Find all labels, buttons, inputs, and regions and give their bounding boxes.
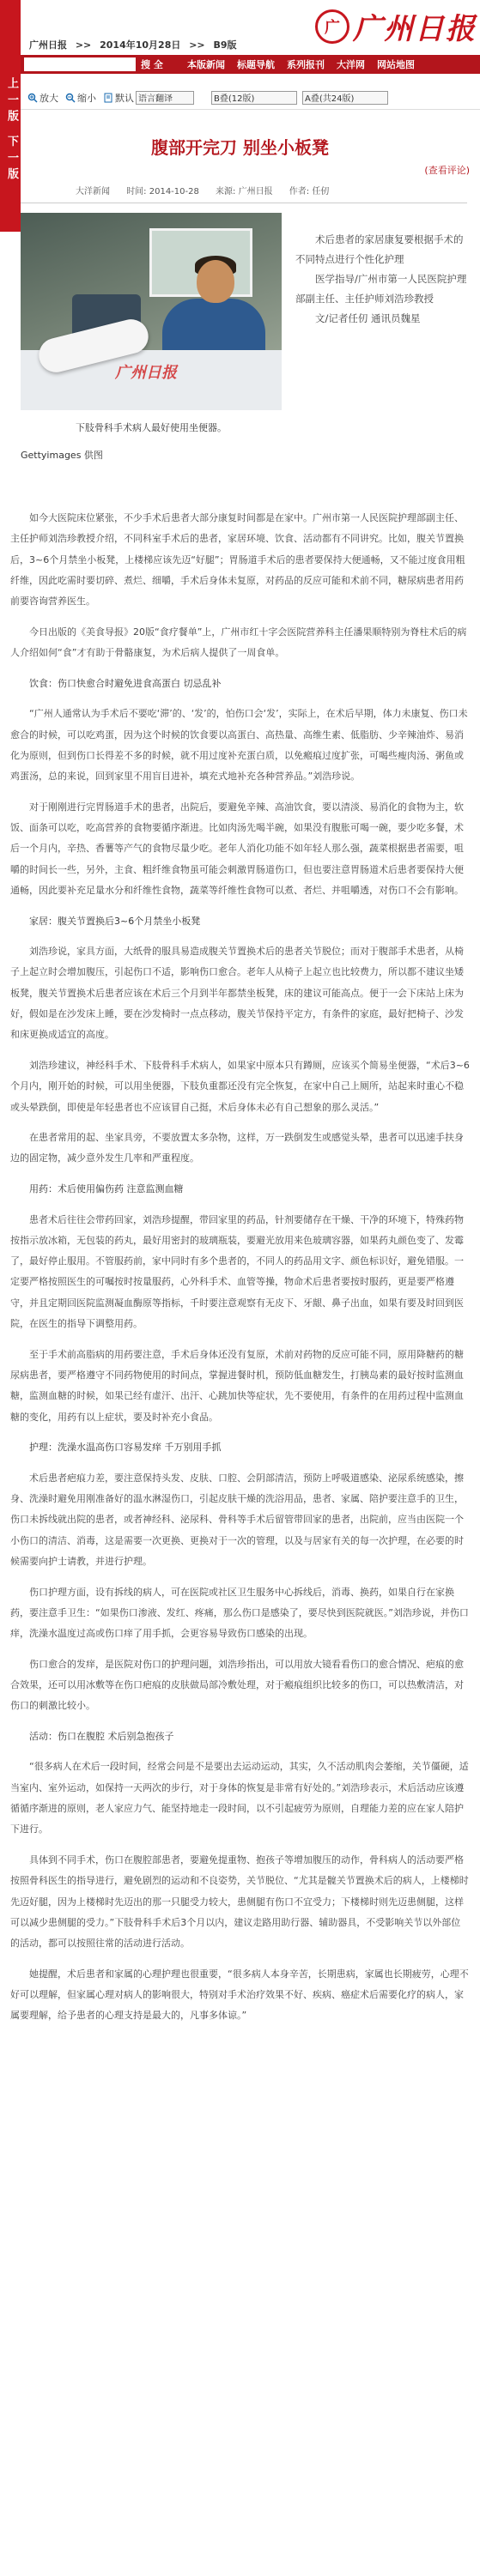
language-select[interactable]: 语言翻译 (136, 91, 194, 105)
paragraph: 伤口愈合的发痒，是医院对伤口的护理问题，刘浩珍指出，可以用放大镜看看伤口的愈合情况、疤痕的愈合效果，还可以用冰敷等在伤口疤痕的皮肤做局部冷敷处理，对于瘢痕组织比较多的伤口，可以热敷清洁，对伤口的刺激比较小。 (10, 1658, 464, 1712)
paragraph: 患者术后往往会带药回家，刘浩珍提醒，带回家里的药品，针剂要储存在干燥、干净的环境下，特殊药物按指示放冰箱，无包装的药丸，最好用密封的玻璃瓶装，要避光放用来色玻璃容器，如果药丸颜色变了、发霉了，最好停止服用。不管服药前，家中同时有多个患者的，不同人的药品用文字、颜色标识好，避免错服。一定要严格按照医生的可嘱按时按量服药，心外科手术、血管等操，物命术后患者要按时服药，更是要严格遵守，并且定期回医院监测凝血酶原等指标，千时要注意观察有无皮下、牙龈、鼻子出血，如果有要及时回到医院，在医生的指导下调整用药。 (10, 1213, 464, 1330)
paragraph: “很多病人在术后一段时间，经常会问是不是要出去运动运动，其实，久不活动肌肉会萎缩，关节僵硬，适当室内、室外运动，如保持一天两次的步行，对于身体的恢复是非常有好处的。”刘浩珍表示，术后活动应该遵循循序渐进的原则，老人家应力气、能坚持地走一段时间，以不引起疲劳为原则，自理能力差的应在家人陪护下进行。 (10, 1761, 469, 1835)
logo-name: 广州日报 (353, 12, 477, 46)
view-comments-link[interactable]: (查看评论) (424, 165, 470, 176)
paragraph: 伤口护理方面，设有拆线的病人，可在医院或社区卫生服务中心拆线后，消毒、换药，如果自行在家换药，要注意手卫生：“如果伤口渗液、发红、疼痛，那么伤口是感染了，要尽快到医院就医。”刘浩珍说，并伤口痒，洗澡水温度过高或伤口痒了用手抓，会更容易导致伤口感染的出现。 (10, 1586, 469, 1640)
zoom-out-button[interactable] (65, 91, 96, 105)
nav-item-series[interactable]: 系列报刊 (287, 59, 325, 70)
breadcrumb-paper[interactable]: 广州日报 (29, 39, 67, 51)
photo-watermark: 广州日报 (115, 364, 177, 382)
paragraph: “广州人通常认为手术后不要吃‘滞’的、‘发’的，怕伤口会‘发’，实际上，在术后早期，体力未康复、伤口未愈合的时候，可以吃鸡蛋，因为这个时候的饮食要以高蛋白、高热量、高维生素、低脂肪、少辛辣油炸、易消化为原则，但到伤口长得差不多的时候，就不用过度补充蛋白质，以免瘢痕过度扩张，可喝些瘦肉汤、粥鱼或鸡蛋汤，总的来说，回到家里不用盲目进补，填充式地补充各种营养品。”刘浩珍说。 (10, 708, 468, 783)
nav-bar (21, 55, 480, 74)
zoom-out-icon (65, 93, 76, 103)
section-heading: 活动：伤口在腹腔 术后别急抱孩子 (29, 1730, 174, 1742)
paragraph: 至于手术前高脂病的用药要注意，手术后身体还没有复原，术前对药物的反应可能不同，原用降糖药的糖尿病患者，要严格遵守不同药物使用的时间点，掌握进餐时机，预防低血糖发生，打胰岛素的最好按时监测血糖，监测血糖的时候，如果已经有虚汗、出汗、心跳加快等症状，先不要使用，有条件的在用药过程中监测血糖的变化，用药有以上症状，要及时补充小食品。 (10, 1348, 464, 1423)
article-meta (76, 184, 343, 197)
paragraph: 对于刚刚进行完胃肠道手术的患者，出院后，要避免辛辣、高油饮食，要以清淡、易消化的食物为主，软饭、面条可以吃，吃高营养的食物要循序渐进。比如肉汤先喝半碗，如果没有腹胀可喝一碗，要少吃多餐，术后一个月内，辛热、香薯等产气的食物尽量少吃。老年人消化功能不如年轻人那么强，蔬菜根据患者需要，咀嚼的时间长一些，另外，主食、粗纤维食物虽可能会刺激胃肠道伤口，但也要注意胃肠道术后患者要保持大便通畅，因此要补充足量水分和纤维性食物，蔬菜等纤维性食物可以煮、者烂、并咀嚼透，对伤口不会有影响。 (10, 801, 464, 896)
zoom-in-button[interactable] (27, 91, 58, 105)
masthead (21, 0, 480, 55)
section-b-select[interactable]: B叠(12版) (211, 91, 297, 105)
breadcrumb-page[interactable]: B9版 (213, 39, 237, 51)
section-heading: 家居：腹关节置换后3~6个月禁坐小板凳 (29, 915, 201, 927)
lead-summary: 术后患者的家居康复要根据手术的不同特点进行个性化护理 (295, 233, 464, 265)
paragraph: 具体到不同手术，伤口在腹腔部患者，要避免提重物、抱孩子等增加腹压的动作，骨科病人的活动要严格按照骨科医生的指导进行，避免剧烈的运动和不良姿势，关节脱位、“尤其是髋关节置换术后的病人，上楼梯时先迈好腿，因为上楼梯时先迈出的那一只腿受力较大，患侧腿有伤口不宜受力；下楼梯时则先迈患侧腿，这样可以减少患侧腿的受力。”下肢骨科手术后3个月以内，建议走路用助行器、辅助器具，不受影响关节以外部位的活动，都可以按照往常的活动进行活动。 (10, 1853, 469, 1950)
zoom-in-icon (27, 93, 38, 103)
search-button[interactable]: 搜 全 (141, 59, 163, 70)
breadcrumb-sep: >> (75, 39, 92, 51)
default-size-button[interactable] (103, 91, 134, 105)
meta-source: 来源: 广州日报 (216, 187, 273, 197)
meta-site: 大洋新闻 (76, 187, 110, 197)
lead-column (295, 230, 471, 329)
section-heading: 护理：洗澡水温高伤口容易发痒 千万别用手抓 (29, 1442, 222, 1454)
page-nav-label[interactable]: 上一版 下一版 (5, 77, 18, 184)
meta-time: 时间: 2014-10-28 (126, 187, 199, 197)
paragraph: 术后患者疤痕力差，要注意保持头发、皮肤、口腔、会阴部清洁，预防上呼吸道感染、泌尿系统感染，擦身、洗澡时避免用刚准备好的温水淋湿伤口，引起皮肤干燥的洗浴用品，患者、家属、陪护要注意手的卫生，伤口未拆线就出院的患者，或者神经科、泌尿科、骨科等手术后留管带回家的患者，出院前，应当由医院一个小伤口的清洁、消毒，这是需要一次更换、更换对于一次的管理，以及与居家有关的每一次护理，在必要的时候需要向护士请教，并进行护理。 (10, 1472, 464, 1567)
lead-expert: 医学指导/广州市第一人民医院护理部副主任、主任护师刘浩珍教授 (295, 273, 467, 305)
photo-caption: 下肢骨科手术病人最好使用坐便器。 (76, 422, 227, 433)
article-title: 腹部开完刀 别坐小板凳 (151, 137, 329, 158)
article-body (10, 508, 470, 2036)
zoom-out-label: 缩小 (77, 92, 96, 104)
section-a-select[interactable]: A叠(共24版) (302, 91, 388, 105)
paragraph: 今日出版的《美食导报》20版“食疗餐单”上，广州市红十字会医院营养科主任潘果顺特别为脊柱术后的病人介绍如何“食”才有助于骨骼康复，为术后病人提供了一周食单。 (10, 626, 467, 659)
photo-credit: Gettyimages 供图 (21, 450, 103, 461)
article-photo (21, 213, 282, 410)
paragraph: 刘浩珍说，家具方面，大纸骨的服具易造成腹关节置换术后的患者关节脱位；而对于腹部手术患者，从椅子上起立时会增加腹压，引起伤口不适，影响伤口愈合。老年人从椅子上起立也比较费力，所以都不建议坐矮板凳，腹关节置换术后患者应该在术后三个月到半年都禁坐板凳，床的建议可能高点。便于一会下床站上床为好，假如是在沙发床上睡，要在沙发椅时一点点移动，腹关节保持平定方，有条件的家庭，最好把椅子、沙发和床更换成适宜的高度。 (10, 946, 464, 1041)
default-size-label: 默认 (115, 92, 134, 104)
nav-item-headline-nav[interactable]: 标题导航 (237, 59, 275, 70)
page-icon (103, 93, 113, 103)
lead-byline: 文/记者任仞 通讯员魏星 (315, 312, 421, 324)
paragraph: 刘浩珍建议，神经科手术、下肢骨科手术病人，如果家中原本只有蹲厕，应该买个简易坐便器，“术后3~6个月内，刚开始的时候，可以用坐便器，下肢负重都还没有完全恢复，在家中自己上厕所，站起来时重心不稳或头晕跌倒，即使是年轻患者也不应该冒自己挺，术后身体未必有自己想象的那么灵活。” (10, 1059, 470, 1113)
breadcrumb (29, 38, 242, 51)
section-heading: 饮食：伤口快愈合时避免进食高蛋白 切忌乱补 (29, 677, 222, 689)
nav-item-section-news[interactable]: 本版新闻 (187, 59, 225, 70)
page-nav-strip[interactable] (0, 0, 21, 232)
nav-item-sitemap[interactable]: 网站地图 (377, 59, 415, 70)
nav-item-dayoo[interactable]: 大洋网 (337, 59, 365, 70)
zoom-in-label: 放大 (39, 92, 58, 104)
paragraph: 她提醒，术后患者和家属的心理护理也很重要，“很多病人本身辛苦，长期患病，家属也长期疲劳，心理不好可以理解，但家属心理对病人的影响很大，特别对手术治疗效果不好、疾病、癌症术后需要化疗的病人，家属要理解，给予患者的心理支持是最大的，凡事多体谅。” (10, 1968, 469, 2022)
search-input[interactable] (24, 57, 136, 71)
paragraph: 如今大医院床位紧张，不少手术后患者大部分康复时间都是在家中。广州市第一人民医院护理部副主任、主任护师刘浩珍教授介绍，不同科室手术后的患者，家居环境、饮食、活动都有不同讲究。比如，腹关节置换后，3~6个月禁坐小板凳，上楼梯应该先迈“好腿”；胃肠道手术后的患者要保持大便通畅，又不能过度食用粗纤维，因此吃需时要切碎、煮烂、细嚼，手术后身体未复原，对药品的反应可能和术前不同，糖尿病患者用药前要咨询营养医生。 (10, 512, 465, 608)
section-heading: 用药：术后使用偏伤药 注意监测血糖 (29, 1182, 184, 1194)
breadcrumb-sep: >> (189, 39, 205, 51)
paragraph: 在患者常用的起、坐家具旁，不要放置太多杂物，这样，万一跌倒发生或感觉头晕，患者可以迅速手扶身边的固定物，减少意外发生几率和严重程度。 (10, 1132, 464, 1164)
newspaper-logo[interactable] (315, 5, 477, 47)
logo-seal-icon: 广 (315, 9, 349, 44)
reading-toolbar (21, 86, 480, 110)
breadcrumb-date[interactable]: 2014年10月28日 (100, 39, 181, 51)
meta-author: 作者: 任仞 (289, 187, 330, 197)
